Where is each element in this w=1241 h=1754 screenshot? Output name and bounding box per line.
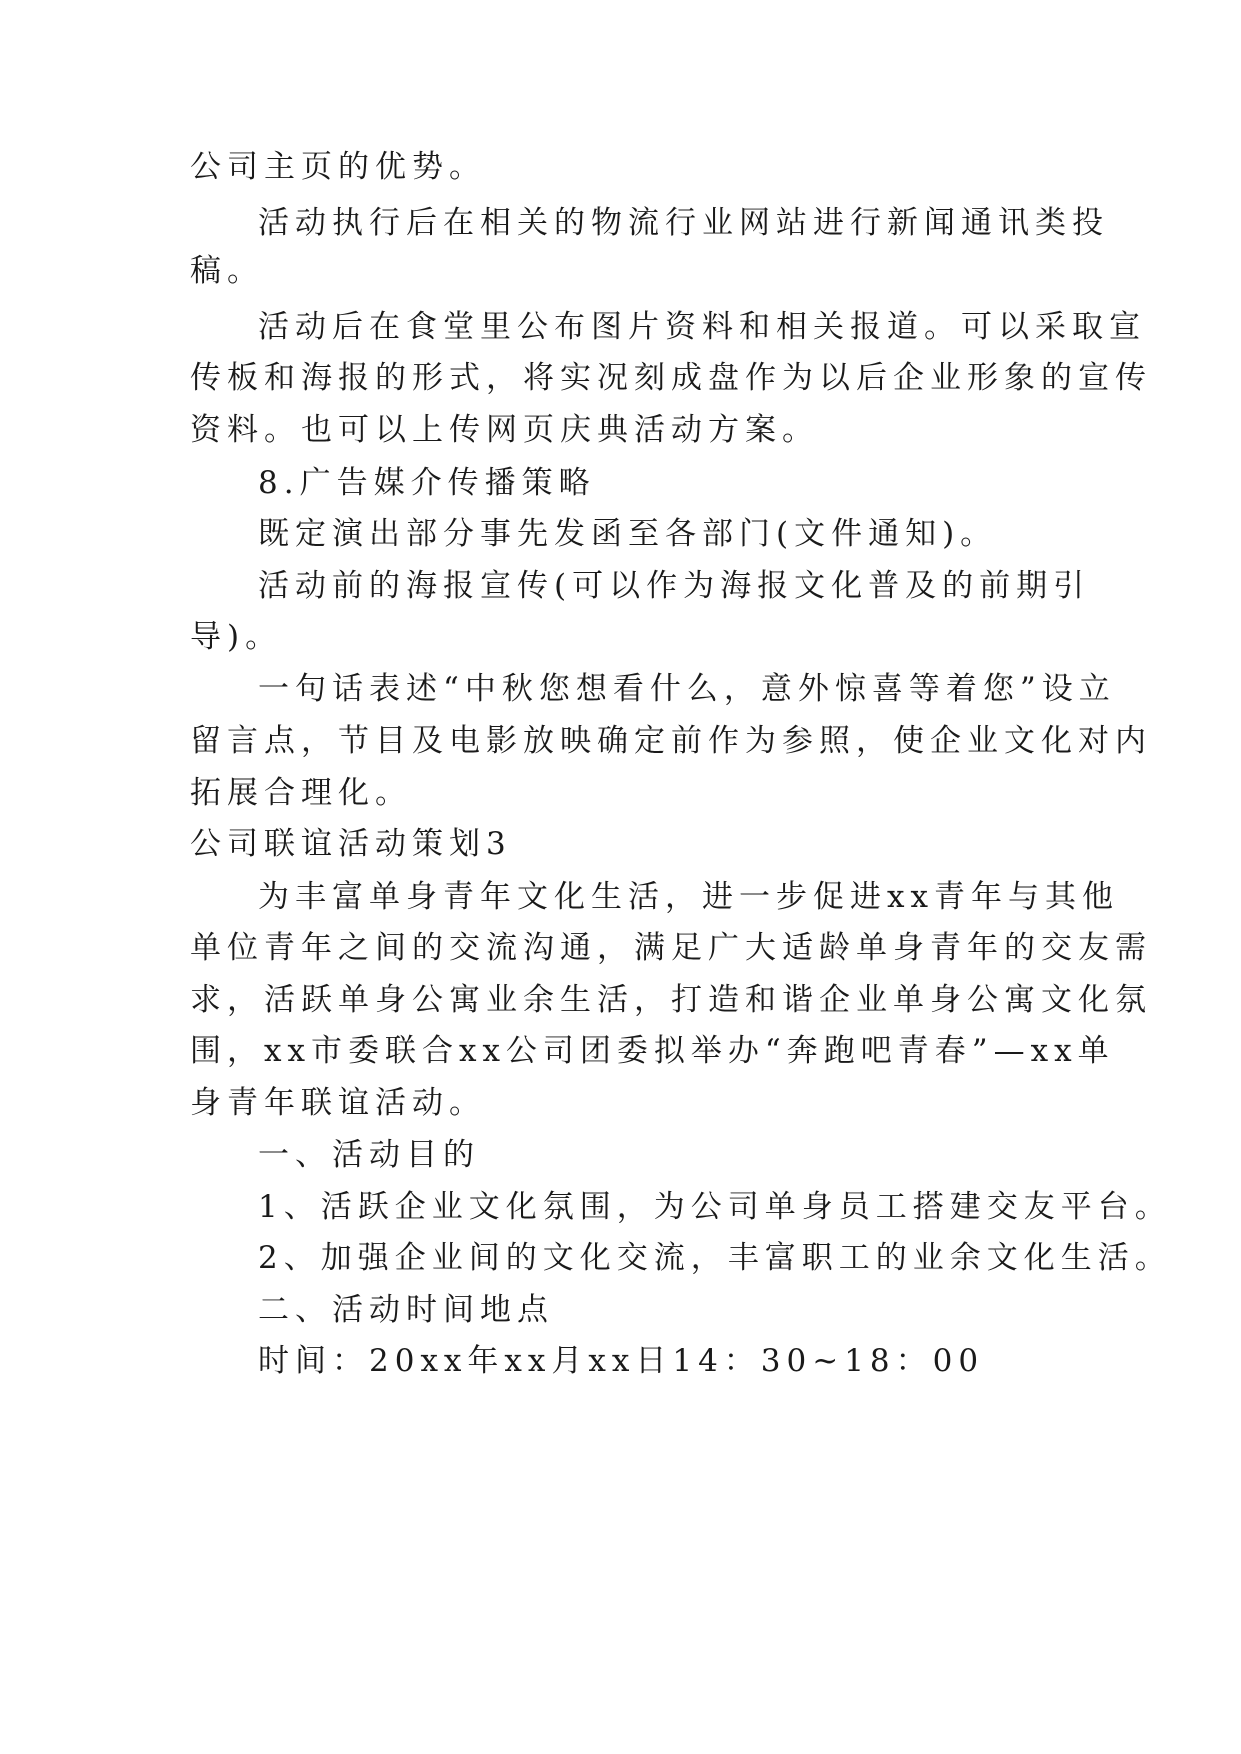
- text-line: 活动前的海报宣传(可以作为海报文化普及的前期引: [258, 568, 1091, 604]
- text-line: 公司主页的优势。: [190, 149, 486, 185]
- document-title: 公司联谊活动策划3: [190, 826, 512, 862]
- text-line: 传板和海报的形式，将实况刻成盘作为以后企业形象的宣传: [190, 360, 1152, 396]
- text-line: 围，xx市委联合xx公司团委拟举办“奔跑吧青春”—xx单: [190, 1033, 1115, 1069]
- text-line: 活动后在食堂里公布图片资料和相关报道。可以采取宣: [258, 309, 1146, 345]
- section-heading: 8.广告媒介传播策略: [258, 465, 596, 501]
- text-line: 稿。: [190, 253, 264, 289]
- text-line: 单位青年之间的交流沟通，满足广大适龄单身青年的交友需: [190, 930, 1152, 966]
- text-line: 一句话表述“中秋您想看什么，意外惊喜等着您”设立: [258, 671, 1116, 707]
- text-line: 求，活跃单身公寓业余生活，打造和谐企业单身公寓文化氛: [190, 982, 1152, 1018]
- text-line: 导)。: [190, 619, 283, 655]
- text-line: 拓展合理化。: [190, 775, 412, 811]
- list-item: 1、活跃企业文化氛围，为公司单身员工搭建交友平台。: [258, 1189, 1172, 1225]
- section-heading: 一、活动目的: [258, 1137, 480, 1173]
- text-line: 为丰富单身青年文化生活，进一步促进xx青年与其他: [258, 879, 1119, 915]
- text-line: 活动执行后在相关的物流行业网站进行新闻通讯类投: [258, 205, 1109, 241]
- text-line: 身青年联谊活动。: [190, 1085, 486, 1121]
- text-line: 留言点，节目及电影放映确定前作为参照，使企业文化对内: [190, 723, 1152, 759]
- list-item: 2、加强企业间的文化交流，丰富职工的业余文化生活。: [258, 1240, 1172, 1276]
- text-line: 资料。也可以上传网页庆典活动方案。: [190, 412, 819, 448]
- text-line: 既定演出部分事先发函至各部门(文件通知)。: [258, 516, 998, 552]
- section-heading: 二、活动时间地点: [258, 1292, 554, 1328]
- text-line: 时间：20xx年xx月xx日14：30~18：00: [258, 1343, 985, 1379]
